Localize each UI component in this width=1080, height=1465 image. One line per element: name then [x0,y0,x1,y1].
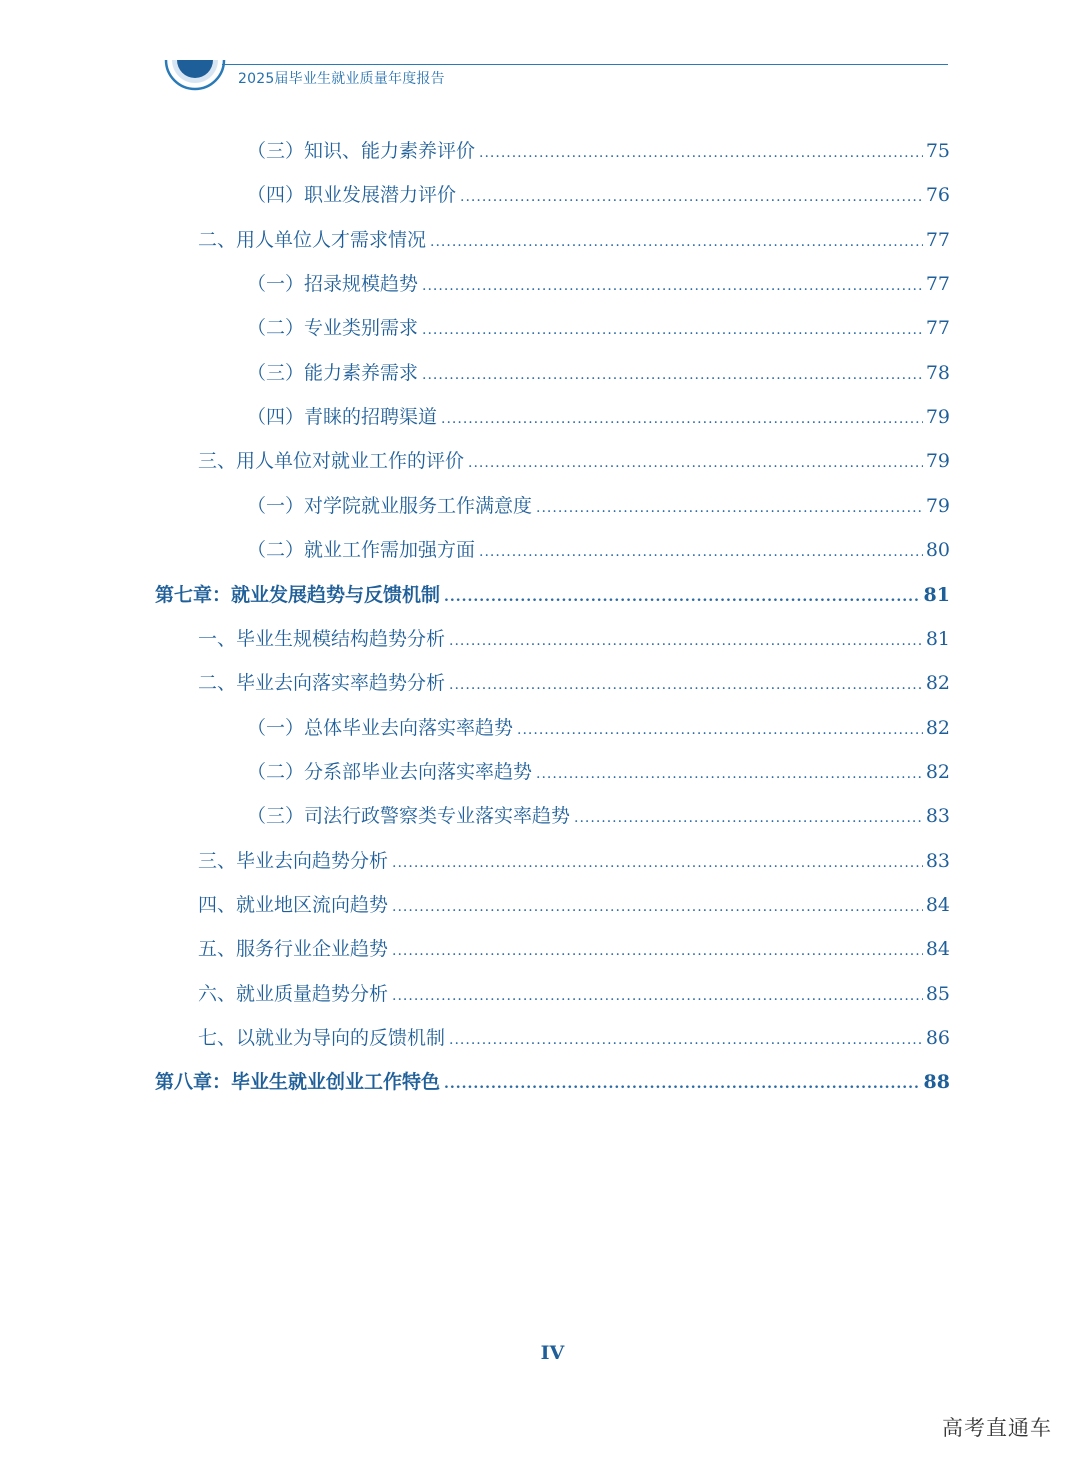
toc-entry[interactable] [198,446,950,476]
toc-entry[interactable] [247,313,950,343]
toc-entry-label: 三、用人单位对就业工作的评价 [198,450,465,473]
toc-entry-page: 84 [925,938,950,961]
toc-entry-page: 81 [923,583,950,606]
toc-entry-page: 82 [925,672,950,695]
header-title: 2025届毕业生就业质量年度报告 [238,71,445,87]
toc-dot-leader [449,626,923,656]
toc-dot-leader [536,759,923,789]
toc-dot-leader [444,582,921,612]
toc-chapter-entry[interactable] [155,580,950,610]
toc-dot-leader [468,448,923,478]
toc-entry[interactable] [247,136,950,166]
toc-entry[interactable] [247,757,950,787]
toc-entry-label: 第八章：毕业生就业创业工作特色 [155,1071,441,1094]
toc-entry-label: 二、用人单位人才需求情况 [198,228,427,251]
toc-entry[interactable] [198,225,950,255]
toc-entry[interactable] [198,1023,950,1053]
toc-entry[interactable] [198,890,950,920]
toc-dot-leader [479,537,923,567]
toc-dot-leader [422,360,923,390]
toc-entry[interactable] [198,979,950,1009]
toc-entry-label: （二）就业工作需加强方面 [247,539,476,562]
toc-entry-page: 77 [925,317,950,340]
toc-entry-page: 75 [925,140,950,162]
toc-entry[interactable] [198,624,950,654]
toc-entry-label: （四）青睐的招聘渠道 [247,406,438,429]
toc-entry-page: 79 [925,450,950,473]
toc-entry-page: 85 [925,982,950,1005]
toc-entry[interactable] [198,668,950,698]
toc-entry-label: （二）专业类别需求 [247,317,419,340]
toc-entry-page: 79 [925,494,950,517]
toc-entry[interactable] [247,180,950,210]
toc-entry-label: 四、就业地区流向趋势 [198,893,389,916]
toc-dot-leader [574,803,923,833]
toc-entry-page: 82 [925,716,950,739]
toc-entry[interactable] [198,934,950,964]
toc-entry-page: 88 [923,1071,950,1094]
toc-entry-label: 二、毕业去向落实率趋势分析 [198,672,446,695]
toc-chapter-entry[interactable] [155,1067,950,1097]
toc-dot-leader [422,315,923,345]
toc-entry-label: （四）职业发展潜力评价 [247,184,457,207]
toc-entry[interactable] [247,402,950,432]
toc-dot-leader [441,404,923,434]
toc-entry-label: （三）知识、能力素养评价 [247,140,476,162]
toc-entry-label: （二）分系部毕业去向落实率趋势 [247,760,533,783]
toc-entry-page: 86 [925,1027,950,1049]
toc-entry-label: （三）能力素养需求 [247,361,419,384]
toc-entry-label: 第七章：就业发展趋势与反馈机制 [155,583,441,606]
toc-dot-leader [460,182,923,212]
toc-dot-leader [392,892,923,922]
toc-entry-label: （一）总体毕业去向落实率趋势 [247,716,514,739]
page-number: IV [540,1342,565,1364]
header-rule [222,64,948,65]
toc-entry-page: 83 [925,849,950,872]
toc-dot-leader [517,715,923,745]
toc-entry[interactable] [247,358,950,388]
toc-entry-label: （一）招录规模趋势 [247,273,419,296]
toc-entry[interactable] [198,846,950,876]
toc-dot-leader [430,227,923,257]
toc-dot-leader [449,1025,923,1055]
toc-entry[interactable] [247,713,950,743]
toc-entry-page: 84 [925,893,950,916]
toc-entry-page: 78 [925,361,950,384]
watermark-text: 高考直通车 [942,1416,1052,1440]
toc-entry-label: 六、就业质量趋势分析 [198,982,389,1005]
toc-entry-label: 三、毕业去向趋势分析 [198,849,389,872]
toc-dot-leader [392,981,923,1011]
toc-entry-page: 81 [925,627,950,650]
toc-entry[interactable] [247,535,950,565]
toc-entry-page: 83 [925,805,950,828]
page-header [0,0,1080,110]
toc-entry[interactable] [247,269,950,299]
toc-entry-label: 五、服务行业企业趋势 [198,938,389,961]
toc-entry-label: （一）对学院就业服务工作满意度 [247,494,533,517]
report-logo-icon [160,38,230,100]
toc-dot-leader [444,1069,921,1099]
toc-entry[interactable] [247,801,950,831]
toc-dot-leader [536,493,923,523]
toc-entry-page: 80 [925,539,950,562]
toc-entry-page: 82 [925,760,950,783]
toc-dot-leader [479,138,923,168]
toc-entry-page: 79 [925,406,950,429]
toc-entry-label: 一、毕业生规模结构趋势分析 [198,627,446,650]
toc-entry-label: 七、以就业为导向的反馈机制 [198,1027,446,1049]
toc-dot-leader [392,848,923,878]
toc-dot-leader [392,936,923,966]
toc-entry-page: 77 [925,273,950,296]
toc-entry-label: （三）司法行政警察类专业落实率趋势 [247,805,571,828]
toc-entry-page: 76 [925,184,950,207]
toc-entry-page: 77 [925,228,950,251]
toc-dot-leader [422,271,923,301]
toc-dot-leader [449,670,923,700]
toc-entry[interactable] [247,491,950,521]
